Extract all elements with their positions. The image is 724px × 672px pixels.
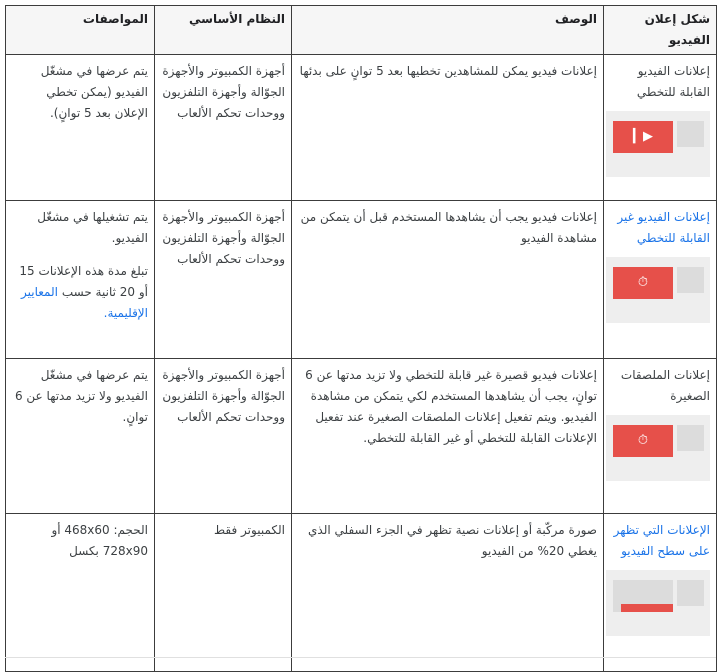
overlay-banner (621, 604, 673, 612)
ad-video-area (613, 267, 673, 299)
specs-text: يتم تشغيلها في مشغّل الفيديو. (37, 210, 148, 245)
specs-cell: يتم عرضها في مشغّل الفيديو (يمكن تخطي الإعلان بعد 5 توانٍ). (6, 55, 155, 201)
specs-cell: الحجم: 468x60 أو 728x90 بكسل (6, 514, 155, 672)
format-cell (604, 55, 717, 201)
skippable-ad-thumbnail (606, 111, 710, 177)
video-ad-formats-table (5, 5, 717, 672)
header-specs: المواصفات (6, 6, 155, 55)
platform-cell: أجهزة الكمبيوتر والأجهزة الجوّالة وأجهزة التلفزيون ووحدات تحكم الألعاب (155, 55, 292, 201)
format-cell (604, 359, 717, 514)
non-skippable-ad-thumbnail (606, 257, 710, 323)
format-cell (604, 201, 717, 359)
ad-video-area (613, 121, 673, 153)
ad-side-panel (677, 267, 704, 293)
stopwatch-icon: ⏱ (637, 433, 649, 448)
platform-cell: الكمبيوتر فقط (155, 514, 292, 672)
format-name: إعلانات الفيديو القابلة للتخطي (636, 64, 710, 99)
description-cell: صورة مركّبة أو إعلانات نصية تظهر في الجزء السفلي الذي يغطي 20% من الفيديو (292, 514, 604, 672)
platform-cell: أجهزة الكمبيوتر والأجهزة الجوّالة وأجهزة التلفزيون ووحدات تحكم الألعاب (155, 359, 292, 514)
divider (5, 657, 716, 658)
header-platform: النظام الأساسي (155, 6, 292, 55)
bumper-ad-thumbnail (606, 415, 710, 481)
format-name-link[interactable]: الإعلانات التي تظهر على سطح الفيديو (613, 523, 710, 558)
table-row (6, 201, 717, 359)
format-name: إعلانات الملصقات الصغيرة (620, 368, 710, 403)
description-cell: إعلانات فيديو يجب أن يشاهدها المستخدم قبل أن يتمكن من مشاهدة الفيديو (292, 201, 604, 359)
table-row (6, 55, 717, 201)
header-description: الوصف (292, 6, 604, 55)
ad-side-panel (677, 425, 704, 451)
format-cell (604, 514, 717, 672)
description-cell: إعلانات فيديو يمكن للمشاهدين تخطيها بعد 5 توانٍ على بدئها (292, 55, 604, 201)
table-row (6, 514, 717, 672)
format-name-link[interactable]: إعلانات الفيديو غير القابلة للتخطي (617, 210, 710, 245)
ad-video-area (613, 425, 673, 457)
specs-duration-text: تبلغ مدة هذه الإعلانات 15 أو 20 ثانية حسب (19, 264, 148, 299)
platform-cell: أجهزة الكمبيوتر والأجهزة الجوّالة وأجهزة التلفزيون ووحدات تحكم الألعاب (155, 201, 292, 359)
description-cell: إعلانات فيديو قصيرة غير قابلة للتخطي ولا تزيد مدتها عن 6 توانٍ، يجب أن يشاهدها المستخدم لكي يتمكن من مشاهدة الفيديو. ويتم تفعيل إعلانات الملصقات الصغيرة عند تفعيل الإعلانات القابلة للتخطي أو غير القابلة للتخطي. (292, 359, 604, 514)
regional-standards-link[interactable]: المعايير الإقليمية. (21, 285, 148, 320)
header-row (6, 6, 717, 55)
specs-cell: يتم عرضها في مشغّل الفيديو ولا تزيد مدتها عن 6 توانٍ. (6, 359, 155, 514)
table-row (6, 359, 717, 514)
stopwatch-icon: ⏱ (637, 275, 649, 290)
ad-side-panel (677, 121, 704, 147)
overlay-ad-thumbnail (606, 570, 710, 636)
specs-cell (6, 201, 155, 359)
header-format: شكل إعلان الفيديو (604, 6, 717, 55)
skip-forward-icon: ▶▎ (633, 129, 653, 144)
ad-side-panel (677, 580, 704, 606)
